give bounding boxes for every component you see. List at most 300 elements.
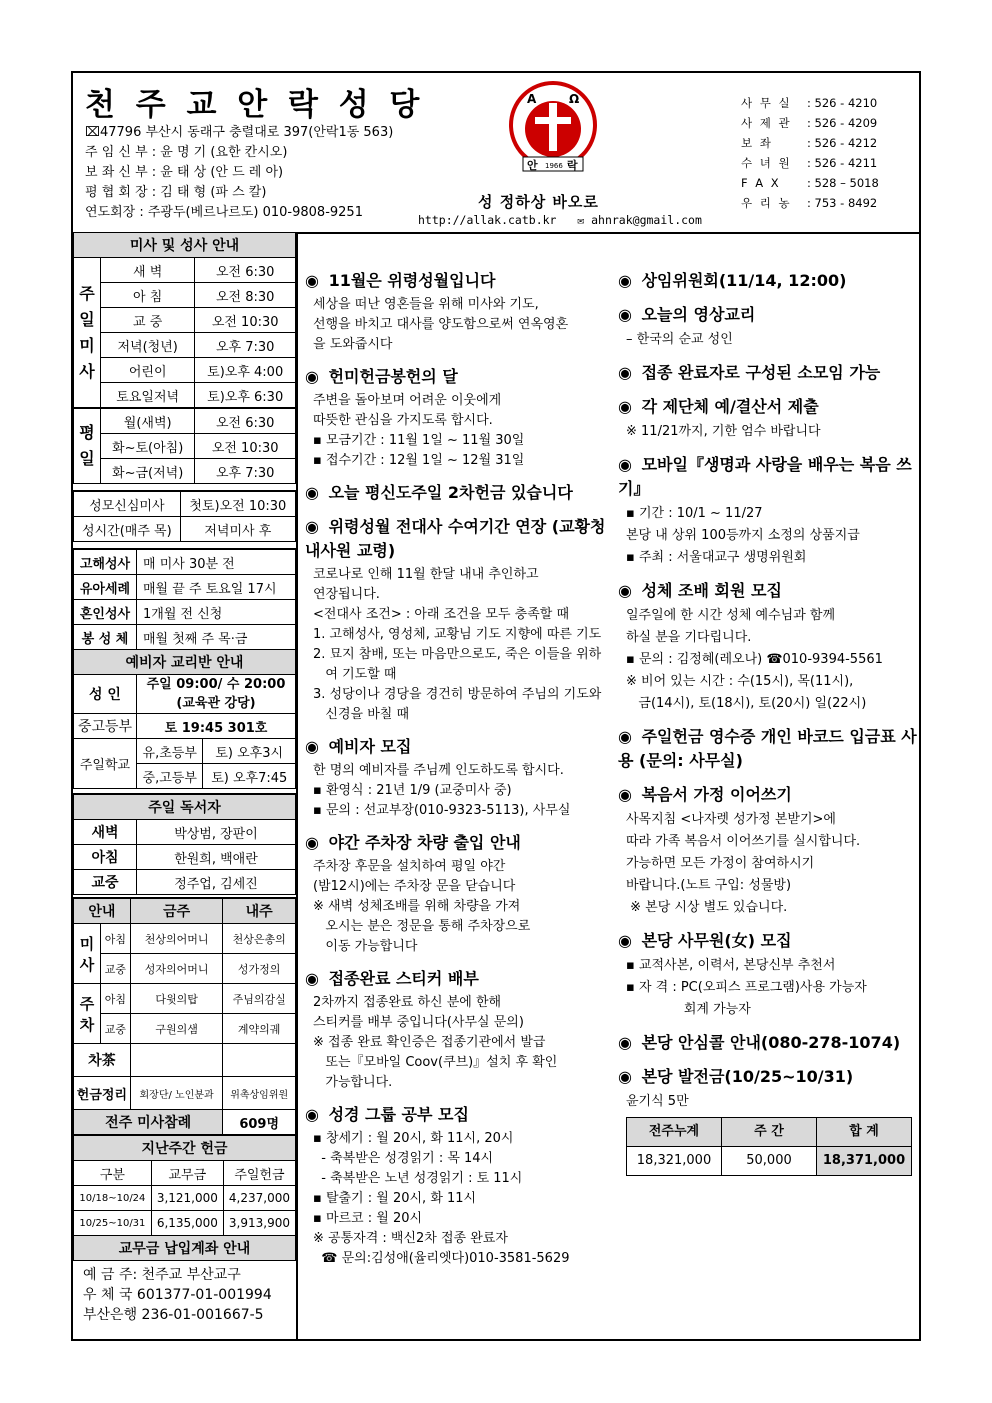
header — [73, 73, 919, 234]
right-notice — [618, 303, 918, 351]
mass-time: 오전 10:30 — [195, 308, 296, 333]
right-notice — [618, 1031, 918, 1055]
assistant-priest: 보 좌 신 부 : 윤 태 상 (안 드 레 아) — [85, 165, 284, 180]
notice-heading — [618, 361, 918, 385]
bullet-icon: ◉ — [305, 1105, 319, 1124]
notice-heading — [305, 967, 610, 991]
sunday-mass-row — [74, 308, 296, 333]
address: ⌧47796 부산시 동래구 충렬대로 397(안락1동 563) — [85, 125, 394, 140]
account-list — [73, 1265, 296, 1325]
notice-heading — [618, 395, 918, 419]
notice-line: ☎ 문의:김성애(율리엣다)010-3581-5629 — [313, 1251, 570, 1266]
sunday-school-label: 주일학교 — [74, 739, 137, 789]
mass-name: 교 중 — [101, 308, 195, 333]
notice-heading — [618, 303, 918, 327]
dev-fund-value: 18,371,000 — [817, 1147, 912, 1176]
mass-time: 토)오후 6:30 — [195, 383, 296, 409]
guide-team: 성자의어머니 — [130, 954, 223, 984]
sunday-school-row — [74, 739, 296, 764]
right-notice — [618, 361, 918, 385]
sacrament-row — [74, 549, 296, 575]
sunday-mass-row — [74, 258, 296, 283]
fund-amount: 4,237,000 — [223, 1186, 295, 1211]
mass-time: 오후 7:30 — [195, 333, 296, 358]
weekday-mass-row — [74, 408, 296, 434]
right-notice — [618, 269, 918, 293]
sunday-mass-row — [74, 383, 296, 409]
catechumen-hs-label: 중고등부 — [74, 714, 137, 739]
bullet-icon: ◉ — [305, 737, 319, 756]
notice-heading — [305, 1103, 610, 1127]
notice-line: ▪ 마르코 : 월 20시 — [313, 1211, 423, 1226]
account-title: 교무금 납입계좌 안내 — [74, 1236, 296, 1261]
phone-row — [741, 153, 879, 173]
mass-name: 아 침 — [101, 283, 195, 308]
special-mass-row — [74, 491, 296, 517]
mass-name: 화~금(저녁) — [101, 459, 195, 484]
bullet-icon: ◉ — [305, 833, 319, 852]
guide-row — [74, 984, 296, 1014]
special-mass-row — [74, 517, 296, 542]
phone-row — [741, 193, 879, 213]
fund-amount: 6,135,000 — [151, 1211, 223, 1236]
notice-title: 위령성월 전대사 수여기간 연장 (교황청 내사원 교령) — [305, 517, 606, 560]
tea-label: 차茶 — [74, 1044, 131, 1077]
dev-fund-head — [627, 1118, 912, 1147]
mass-name: 화~토(아침) — [101, 434, 195, 459]
reader-mass: 교중 — [74, 870, 137, 895]
notice-line: 회계 가능자 — [626, 1002, 751, 1017]
account-line: 예 금 주: 천주교 부산교구 — [83, 1267, 241, 1283]
notice-line: 주변을 돌아보며 어려운 이웃에게 — [313, 393, 502, 408]
notice-title: 접종 완료자로 구성된 소모임 가능 — [636, 363, 881, 382]
guide-team: 천상은총의 — [223, 924, 296, 954]
dev-fund-header: 합 계 — [817, 1118, 912, 1147]
notice-line: 본당 내 상위 100등까지 소정의 상품지급 — [626, 528, 860, 543]
guide-group-label — [74, 924, 101, 984]
notice-heading — [305, 365, 610, 389]
notice-line: 선행을 바치고 대사를 양도함으로써 연옥영혼 — [313, 317, 569, 332]
notice-line: ▪ 접수기간 : 12월 1일 ~ 12월 31일 — [313, 453, 525, 468]
fund-head: 구분 — [74, 1161, 152, 1186]
bulletin-page — [71, 71, 921, 1341]
notice-line: - 축복받은 성경읽기 : 목 14시 — [313, 1151, 494, 1166]
offering-title: 지난주간 헌금 — [74, 1136, 296, 1161]
notice-line: 가능합니다. — [313, 1075, 393, 1090]
phone-label: 수 녀 원 — [741, 156, 792, 170]
logo-alpha: A — [527, 92, 537, 106]
web-contact — [418, 213, 702, 227]
right-notice — [618, 579, 918, 715]
reader-names: 한원희, 백애란 — [137, 845, 296, 870]
notice-heading — [618, 579, 918, 603]
bullet-icon: ◉ — [305, 517, 319, 536]
notice-title: 접종완료 스티커 배부 — [323, 969, 479, 988]
bullet-icon: ◉ — [618, 305, 632, 324]
fund-amount: 3,913,900 — [223, 1211, 295, 1236]
notice-line: 오시는 분은 정문을 통해 주차장으로 — [313, 919, 531, 934]
sacrament-time: 매월 끝 주 토요일 17시 — [137, 575, 296, 600]
pastor: 주 임 신 부 : 윤 명 기 (요한 칸시오) — [85, 145, 288, 160]
notice-title: 주일헌금 영수증 개인 바코드 입금표 사용 (문의: 사무실) — [618, 727, 917, 770]
bullet-icon: ◉ — [618, 363, 632, 382]
notice-line: ▪ 탈출기 : 월 20시, 화 11시 — [313, 1191, 477, 1206]
notice-heading — [618, 783, 918, 807]
notice-title: 성경 그룹 공부 모집 — [323, 1105, 469, 1124]
guide-label-char: 차 — [79, 1015, 95, 1034]
guide-table — [73, 897, 296, 1135]
catechumen-title: 예비자 교리반 안내 — [74, 650, 296, 675]
sunday-mass-row — [74, 333, 296, 358]
phone-number: : 753 - 8492 — [807, 196, 878, 210]
notice-heading — [618, 1065, 918, 1089]
notice-title: 모바일『생명과 사랑을 배우는 복음 쓰기』 — [618, 455, 912, 498]
mid-notice — [305, 481, 610, 505]
mass-schedule-title: 미사 및 성사 안내 — [74, 233, 296, 258]
dev-fund-header: 주 간 — [722, 1118, 817, 1147]
special-mass-name: 성시간(매주 목) — [74, 517, 181, 542]
guide-label-char: 미 — [79, 934, 95, 953]
guide-label-char: 사 — [79, 955, 95, 974]
fund-head: 주일헌금 — [223, 1161, 295, 1186]
offering-label: 헌금정리 — [74, 1077, 131, 1110]
mass-name: 저녁(청년) — [101, 333, 195, 358]
reader-row — [74, 845, 296, 870]
catechumen-hs-time: 토 19:45 301호 — [137, 714, 296, 739]
guide-head: 내주 — [223, 898, 296, 924]
notice-title: 본당 안심콜 안내(080-278-1074) — [636, 1033, 901, 1052]
dev-fund-value: 18,321,000 — [627, 1147, 722, 1176]
guide-mass: 아침 — [101, 924, 131, 954]
notice-line: <전대사 조건> : 아래 조건을 모두 충족할 때 — [313, 607, 570, 622]
sunday-label-char: 주 — [79, 283, 95, 303]
sacrament-name: 유아세례 — [74, 575, 137, 600]
phone-row — [741, 133, 879, 153]
notice-title: 복음서 가정 이어쓰기 — [636, 785, 792, 804]
phone-row — [741, 93, 879, 113]
offering-table — [73, 1135, 296, 1261]
notice-line: 신경을 바칠 때 — [313, 707, 410, 722]
readers-title: 주일 독서자 — [74, 794, 296, 820]
offering-next-week: 위촉상임위원 — [223, 1077, 296, 1110]
special-mass-table — [73, 490, 296, 542]
notice-line: 따라 가족 복음서 이어쓰기를 실시합니다. — [626, 834, 861, 849]
mass-time: 토)오후 4:00 — [195, 358, 296, 383]
logo-left-text: 안 — [527, 159, 538, 172]
notice-line: - 축복받은 노년 성경읽기 : 토 11시 — [313, 1171, 523, 1186]
account-line: 부산은행 236-01-001667-5 — [83, 1307, 264, 1323]
notice-line: 한 명의 예비자를 주님께 인도하도록 합시다. — [313, 763, 564, 778]
guide-row — [74, 954, 296, 984]
mid-notice — [305, 365, 610, 471]
bullet-icon: ◉ — [305, 483, 319, 502]
phone-label: F A X — [741, 176, 781, 190]
email-link[interactable]: ✉ ahnrak@gmail.com — [577, 213, 702, 227]
notice-line: 따뜻한 관심을 가지도록 합시다. — [313, 413, 493, 428]
sacrament-time: 매 미사 30분 전 — [137, 549, 296, 575]
header-info — [85, 123, 393, 223]
bullet-icon: ◉ — [618, 397, 632, 416]
notice-line: 금(14시), 토(18시), 토(20시) 일(22시) — [626, 696, 867, 711]
guide-team: 천상의어머니 — [130, 924, 223, 954]
mass-time: 오전 6:30 — [195, 258, 296, 283]
mid-notice — [305, 515, 610, 725]
mid-notice — [305, 269, 610, 355]
logo-omega: Ω — [569, 92, 580, 106]
mass-time: 오후 7:30 — [195, 459, 296, 484]
weekday-mass-label — [74, 408, 101, 484]
notice-line: 사목지침 <나자렛 성가정 본받기>에 — [626, 812, 836, 827]
phone-row — [741, 173, 879, 193]
notice-heading — [618, 269, 918, 293]
fund-row — [74, 1186, 296, 1211]
dev-fund-row — [627, 1147, 912, 1176]
notice-line: 여 기도할 때 — [313, 667, 397, 682]
notice-title: 본당 사무원(女) 모집 — [636, 931, 792, 950]
right-notice — [618, 395, 918, 443]
notice-title: 예비자 모집 — [323, 737, 412, 756]
notice-heading — [618, 929, 918, 953]
notice-line: 윤기식 5만 — [626, 1094, 689, 1109]
notice-line: ▪ 기간 : 10/1 ~ 11/27 — [626, 506, 763, 521]
guide-head: 안내 — [74, 898, 131, 924]
youth-president: 연도회장 : 주광두(베르나르도) 010-9808-9251 — [85, 205, 363, 220]
bullet-icon: ◉ — [618, 455, 632, 474]
phone-number: : 526 - 4210 — [807, 96, 878, 110]
notice-line: – 한국의 순교 성인 — [626, 332, 733, 347]
mass-name: 새 벽 — [101, 258, 195, 283]
sacrament-row — [74, 625, 296, 650]
mass-time: 오전 8:30 — [195, 283, 296, 308]
dev-fund-header: 전주누계 — [627, 1118, 722, 1147]
sacrament-row — [74, 600, 296, 625]
notice-line: ※ 새벽 성체조배를 위해 차량을 가져 — [313, 899, 521, 914]
bullet-icon: ◉ — [618, 271, 632, 290]
dev-fund-value: 50,000 — [722, 1147, 817, 1176]
phone-row — [741, 113, 879, 133]
special-mass-name: 성모신심미사 — [74, 491, 181, 517]
bullet-icon: ◉ — [618, 931, 632, 950]
phone-list — [741, 93, 879, 213]
guide-mass: 교중 — [101, 1014, 131, 1044]
notice-heading — [305, 515, 610, 563]
phone-label: 우 리 농 — [741, 196, 792, 210]
school-group: 유,초등부 — [137, 739, 203, 764]
phone-label: 보 좌 — [741, 136, 773, 150]
guide-group-label — [74, 984, 101, 1044]
mid-notice — [305, 831, 610, 957]
school-group: 중,고등부 — [137, 764, 203, 789]
page-title: 천 주 교 안 락 성 당 — [85, 87, 425, 123]
notice-heading — [305, 735, 610, 759]
fund-row — [74, 1211, 296, 1236]
bullet-icon: ◉ — [618, 1067, 632, 1086]
notice-line: 연장됩니다. — [313, 587, 380, 602]
notice-line: 가능하면 모든 가정이 참여하시기 — [626, 856, 815, 871]
weekday-mass-row — [74, 459, 296, 484]
notice-title: 11월은 위령성월입니다 — [323, 271, 496, 290]
notice-title: 오늘 평신도주일 2차헌금 있습니다 — [323, 483, 573, 502]
weekday-label-char: 일 — [79, 449, 95, 468]
guide-mass: 교중 — [101, 954, 131, 984]
notice-title: 헌미헌금봉헌의 달 — [323, 367, 458, 386]
reader-row — [74, 820, 296, 845]
sunday-label-char: 사 — [79, 361, 95, 381]
notice-line: ▪ 자 격 : PC(오피스 프로그램)사용 가능자 — [626, 980, 867, 995]
bullet-icon: ◉ — [618, 1033, 632, 1052]
phone-number: : 526 - 4209 — [807, 116, 878, 130]
sacrament-name: 혼인성사 — [74, 600, 137, 625]
council-president: 평 협 회 장 : 김 태 형 (파 스 칼) — [85, 185, 267, 200]
notice-title: 본당 발전금(10/25~10/31) — [636, 1067, 854, 1086]
guide-team: 다윗의탑 — [130, 984, 223, 1014]
mass-name: 토요일저녁 — [101, 383, 195, 409]
reader-names: 정주업, 김세진 — [137, 870, 296, 895]
right-notice — [618, 1065, 918, 1113]
account-line: 우 체 국 601377-01-001994 — [83, 1287, 272, 1303]
notice-title: 각 제단체 예/결산서 제출 — [636, 397, 819, 416]
guide-mass: 아침 — [101, 984, 131, 1014]
mass-time: 오전 10:30 — [195, 434, 296, 459]
mid-notice — [305, 1103, 610, 1269]
notice-line: 세상을 떠난 영혼들을 위해 미사와 기도, — [313, 297, 539, 312]
sunday-mass-row — [74, 358, 296, 383]
bullet-icon: ◉ — [305, 969, 319, 988]
bullet-icon: ◉ — [305, 271, 319, 290]
catechumen-adult-time: 주일 09:00/ 수 20:00 — [146, 677, 286, 692]
notice-line: 이동 가능합니다 — [313, 939, 418, 954]
parish-logo — [505, 79, 601, 179]
sunday-label-char: 일 — [79, 309, 95, 329]
sunday-label-char: 미 — [79, 335, 95, 355]
notice-line: 코로나로 인해 11월 한달 내내 추인하고 — [313, 567, 539, 582]
development-fund-table — [626, 1117, 912, 1176]
middle-column — [305, 259, 610, 1269]
phone-number: : 526 - 4212 — [807, 136, 878, 150]
right-notice — [618, 725, 918, 773]
sunday-mass-label — [74, 258, 101, 409]
notice-line: 일주일에 한 시간 성체 예수님과 함께 — [626, 608, 836, 623]
notice-title: 상임위원회(11/14, 12:00) — [636, 271, 847, 290]
weekday-mass-row — [74, 434, 296, 459]
notice-line: 바랍니다.(노트 구입: 성물방) — [626, 878, 792, 893]
weekday-label-char: 평 — [79, 423, 95, 442]
guide-head: 금주 — [130, 898, 223, 924]
notice-line: 2. 묘지 참배, 또는 마음만으로도, 죽은 이들을 위하 — [313, 647, 602, 662]
notice-line: ▪ 문의 : 선교부장(010-9323-5113), 사무실 — [313, 803, 571, 818]
mass-time: 오전 6:30 — [195, 408, 296, 434]
mass-name: 월(새벽) — [101, 408, 195, 434]
notice-line: 2차까지 접종완료 하신 분에 한해 — [313, 995, 502, 1010]
readers-table — [73, 793, 296, 895]
guide-row — [74, 1014, 296, 1044]
sacrament-name: 봉 성 체 — [74, 625, 137, 650]
phone-label: 사 무 실 — [741, 96, 792, 110]
left-column — [73, 232, 298, 1339]
sacrament-time: 1개월 전 신청 — [137, 600, 296, 625]
notice-line: ▪ 교적사본, 이력서, 본당신부 추천서 — [626, 958, 836, 973]
guide-row — [74, 924, 296, 954]
reader-mass: 아침 — [74, 845, 137, 870]
guide-team: 계약의궤 — [223, 1014, 296, 1044]
notice-line: 1. 고해성사, 영성체, 교황님 기도 지향에 따른 기도 — [313, 627, 602, 642]
mid-notice — [305, 967, 610, 1093]
notice-line: ※ 공통자격 : 백신2차 접종 완료자 — [313, 1231, 508, 1246]
notice-line: ▪ 주최 : 서울대교구 생명위원회 — [626, 550, 807, 565]
special-mass-time: 저녁미사 후 — [180, 517, 295, 542]
sacrament-table — [73, 548, 296, 789]
guide-label-char: 주 — [79, 994, 95, 1013]
logo-year: 1966 — [545, 162, 563, 170]
notice-line: ▪ 환영식 : 21년 1/9 (교중미사 중) — [313, 783, 512, 798]
notice-line: ※ 접종 완료 확인증은 접종기관에서 발급 — [313, 1035, 546, 1050]
logo-right-text: 락 — [567, 159, 578, 172]
guide-team: 주님의감실 — [223, 984, 296, 1014]
right-notice — [618, 929, 918, 1021]
notice-line: (밤12시)에는 주차장 문을 닫습니다 — [313, 879, 516, 894]
guide-team: 성가정의 — [223, 954, 296, 984]
fund-amount: 3,121,000 — [151, 1186, 223, 1211]
catechumen-adult-label: 성 인 — [74, 675, 137, 714]
notice-heading — [305, 831, 610, 855]
right-notice — [618, 453, 918, 569]
reader-mass: 새벽 — [74, 820, 137, 845]
sunday-mass-row — [74, 283, 296, 308]
bullet-icon: ◉ — [305, 367, 319, 386]
bullet-icon: ◉ — [618, 727, 632, 746]
notice-line: 3. 성당이나 경당을 경건히 방문하여 주님의 기도와 — [313, 687, 602, 702]
reader-names: 박상범, 장판이 — [137, 820, 296, 845]
notice-heading — [618, 453, 918, 501]
sacrament-row — [74, 575, 296, 600]
notice-line: 또는『모바일 Coov(쿠브)』설치 후 확인 — [313, 1055, 558, 1070]
school-time: 토) 오후7:45 — [203, 764, 296, 789]
notice-line: ※ 본당 시상 별도 있습니다. — [626, 900, 788, 915]
notice-title: 야간 주차장 차량 출입 안내 — [323, 833, 521, 852]
attendance-label: 전주 미사참례 — [74, 1110, 223, 1135]
mid-notice — [305, 735, 610, 821]
guide-team: 구원의샘 — [130, 1014, 223, 1044]
school-time: 토) 오후3시 — [203, 739, 296, 764]
patron-saint: 성 정하상 바오로 — [478, 193, 599, 211]
notice-title: 성체 조배 회원 모집 — [636, 581, 782, 600]
notice-line: 을 도와줍시다 — [313, 337, 393, 352]
fund-period: 10/25~10/31 — [74, 1211, 152, 1236]
sacrament-time: 매월 첫째 주 목·금 — [137, 625, 296, 650]
guide-head-row — [74, 898, 296, 924]
catechumen-adult-place: (교육관 강당) — [176, 696, 256, 711]
right-notice — [618, 783, 918, 919]
notice-line: ▪ 모금기간 : 11월 1일 ~ 11월 30일 — [313, 433, 525, 448]
notice-line: 스티커를 배부 중입니다(사무실 문의) — [313, 1015, 524, 1030]
bullet-icon: ◉ — [618, 581, 632, 600]
notice-line: ※ 비어 있는 시간 : 수(15시), 목(11시), — [626, 674, 854, 689]
offering-this-week: 회장단/ 노인분과 — [130, 1077, 223, 1110]
right-column — [618, 259, 918, 1176]
notice-line: ▪ 문의 : 김정혜(레오나) ☎010-9394-5561 — [626, 652, 883, 667]
notice-heading — [305, 481, 610, 505]
sacrament-name: 고해성사 — [74, 549, 137, 575]
phone-number: : 526 - 4211 — [807, 156, 878, 170]
website-link[interactable]: http://allak.catb.kr — [418, 213, 557, 227]
attendance-value: 609명 — [223, 1110, 296, 1135]
notice-heading — [618, 725, 918, 773]
notice-title: 오늘의 영상교리 — [636, 305, 756, 324]
mass-name: 어린이 — [101, 358, 195, 383]
phone-label: 사 제 관 — [741, 116, 792, 130]
reader-row — [74, 870, 296, 895]
fund-head: 교무금 — [151, 1161, 223, 1186]
